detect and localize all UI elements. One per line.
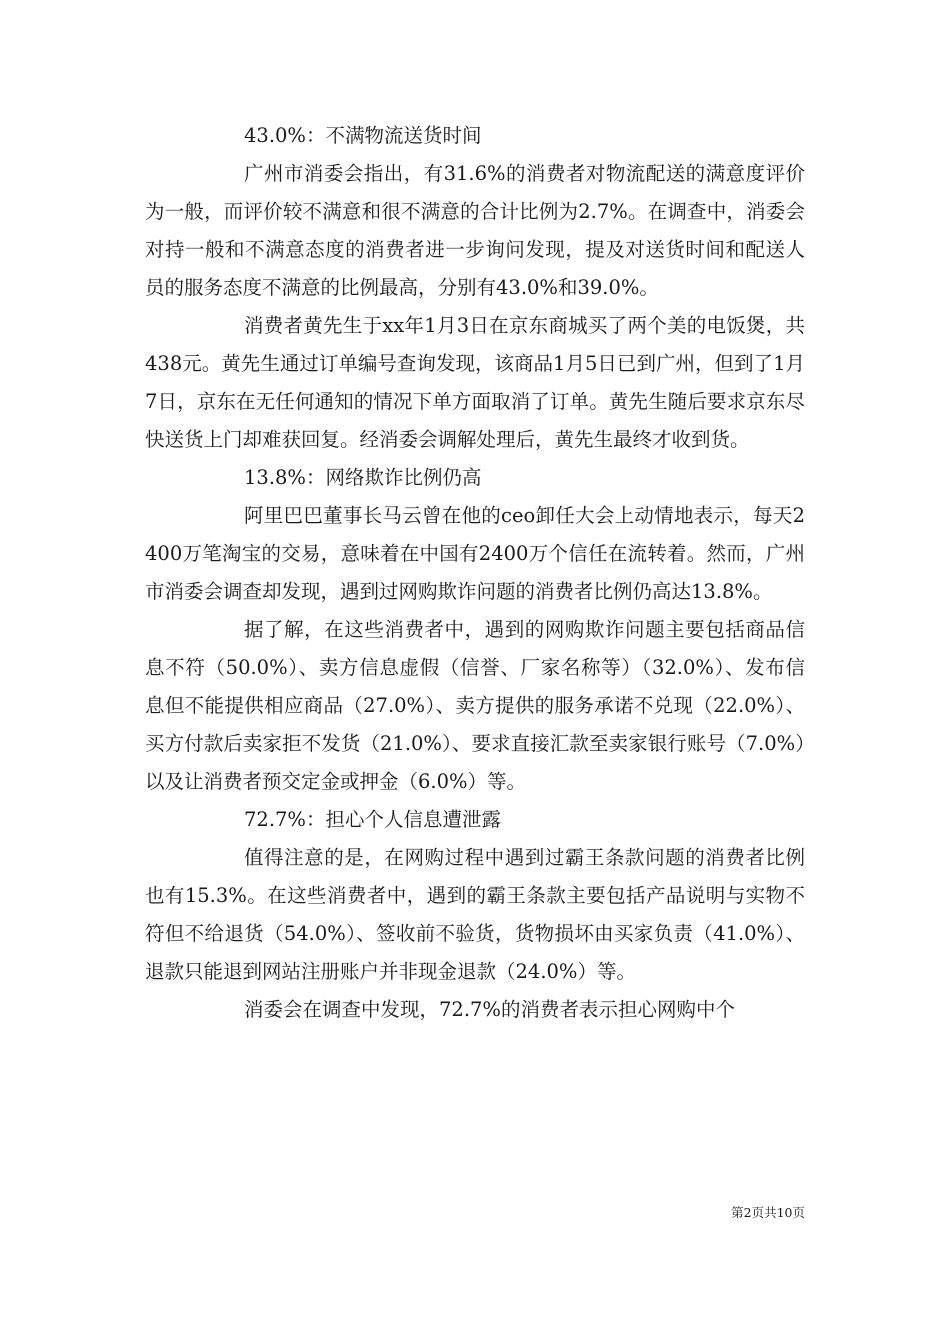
paragraph-privacy-concern: 消委会在调查中发现，72.7%的消费者表示担心网购中个 <box>244 998 735 1021</box>
paragraph-logistics-satisfaction: 广州市消委会指出，有31.6%的消费者对物流配送的满意度评价为一般，而评价较不满意和很不满意的合计比例为2.7%。在调查中，消委会对持一般和不满意态度的消费者进一步询问发现，提及对送货时间和配送人员的服务态度不满意的比例最高，分别有43.0%和39.0%。 <box>145 162 805 299</box>
page-number: 第2页共10页 <box>731 1205 805 1220</box>
paragraph-consumer-case: 消费者黄先生于xx年1月3日在京东商城买了两个美的电饭煲，共438元。黄先生通过订单编号查询发现，该商品1月5日已到广州，但到了1月7日，京东在无任何通知的情况下单方面取消了订单。黄先生随后要求京东尽快送货上门却难获回复。经消委会调解处理后，黄先生最终才收到货。 <box>145 314 805 451</box>
paragraph-fraud-intro: 阿里巴巴董事长马云曾在他的ceo卸任大会上动情地表示，每天2400万笔淘宝的交易，意味着在中国有2400万个信任在流转着。然而，广州市消委会调查却发现，遇到过网购欺诈问题的消费者比例仍高达13.8%。 <box>145 504 805 603</box>
section-heading-fraud: 13.8%：网络欺诈比例仍高 <box>244 466 482 489</box>
section-heading-privacy: 72.7%：担心个人信息遭泄露 <box>244 808 501 831</box>
paragraph-fraud-types: 据了解，在这些消费者中，遇到的网购欺诈问题主要包括商品信息不符（50.0%）、卖方信息虚假（信誉、厂家名称等）（32.0%）、发布信息但不能提供相应商品（27.0%）、卖方提供的服务承诺不兑现（22.0%）、买方付款后卖家拒不发货（21.0%）、要求直接汇款至卖家银行账号（7.0%）以及让消费者预交定金或押金（6.0%）等。 <box>145 618 805 793</box>
paragraph-unfair-terms: 值得注意的是，在网购过程中遇到过霸王条款问题的消费者比例也有15.3%。在这些消费者中，遇到的霸王条款主要包括产品说明与实物不符但不给退货（54.0%）、签收前不验货，货物损坏由买家负责（41.0%）、退款只能退到网站注册账户并非现金退款（24.0%）等。 <box>145 846 805 983</box>
document-body <box>145 117 805 1029</box>
section-heading-logistics: 43.0%：不满物流送货时间 <box>244 124 482 147</box>
